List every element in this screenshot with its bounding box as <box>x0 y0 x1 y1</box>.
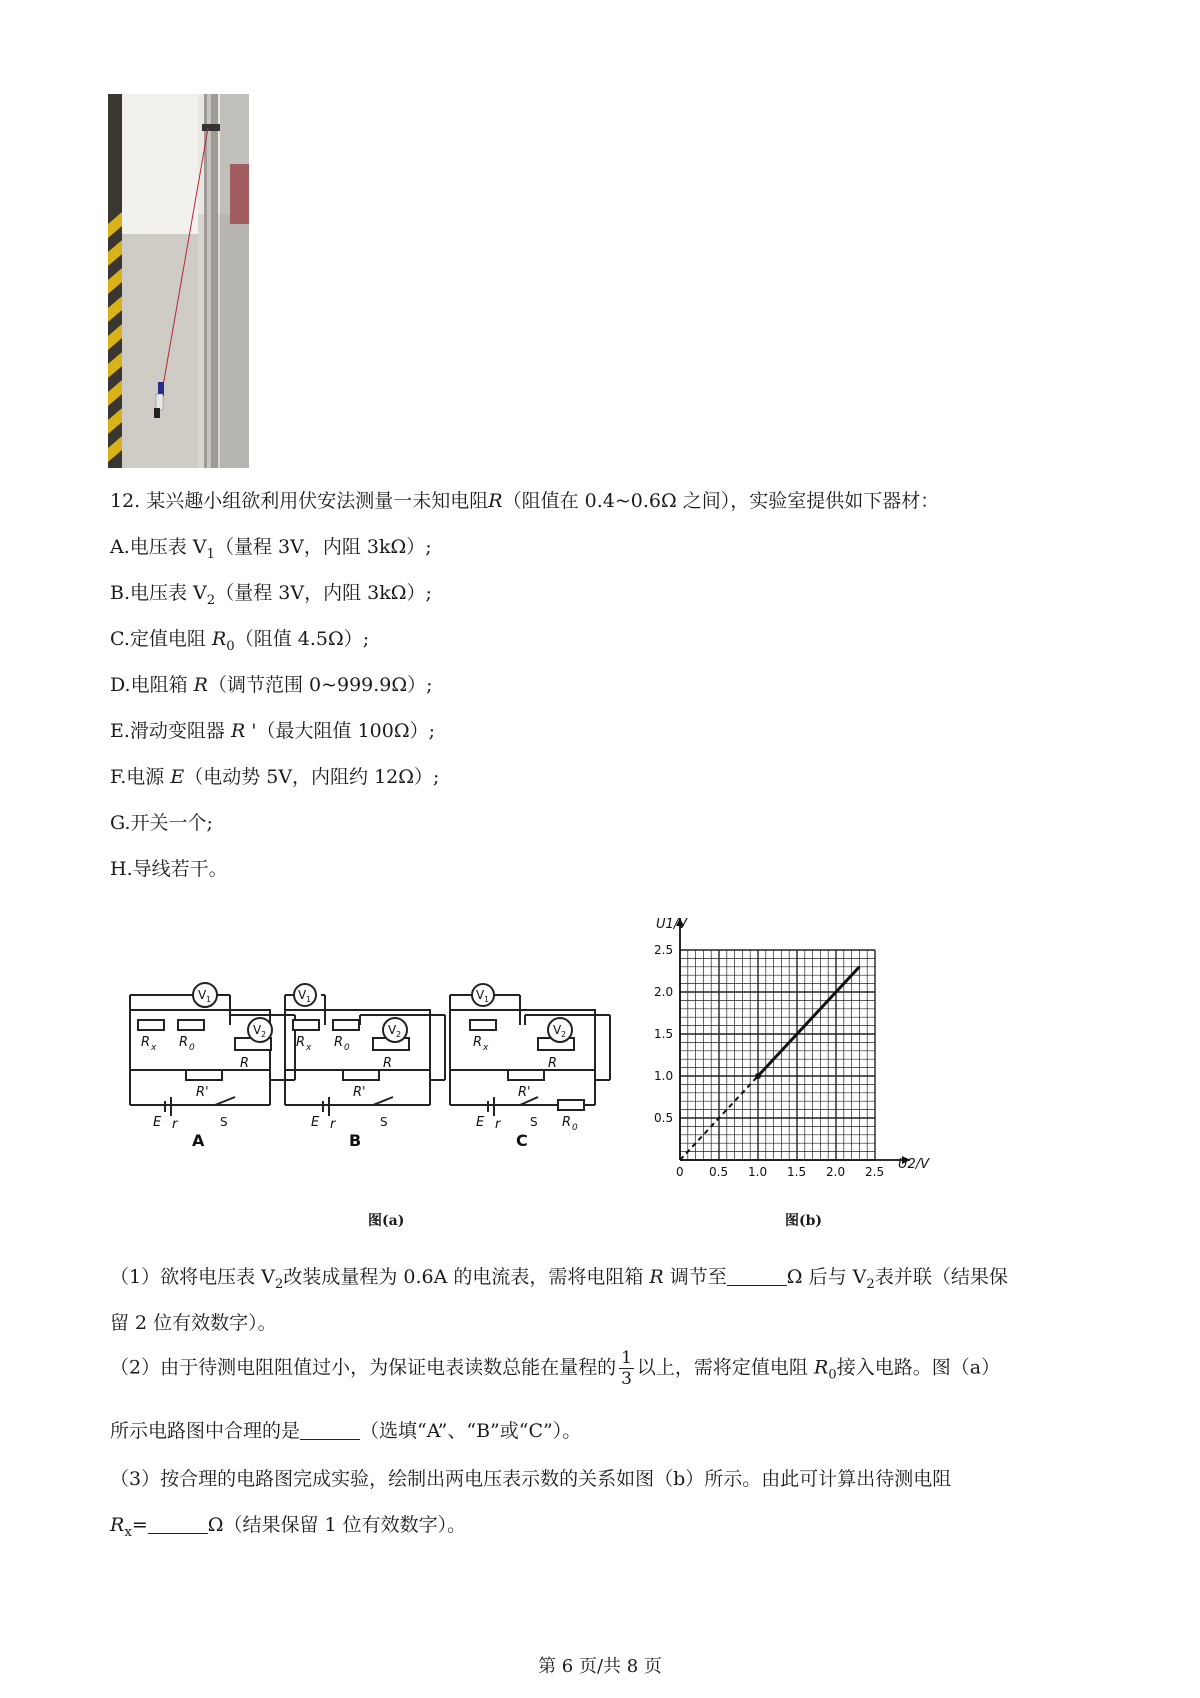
svg-text:1: 1 <box>306 995 312 1004</box>
list-item: B.电压表 $V_2$（量程 3V，内阻 3kΩ）; <box>110 582 432 608</box>
svg-text:R: R <box>562 1115 572 1130</box>
data-point <box>755 1073 761 1079</box>
svg-text:S: S <box>220 1115 228 1129</box>
x-tick-label: 1.0 <box>748 1165 768 1179</box>
svg-text:S: S <box>380 1115 388 1129</box>
part-2-line-2: 所示电路图中合理的是 （选填“A”、“B”或“C”）。 <box>110 1420 582 1442</box>
svg-text:0: 0 <box>344 1043 350 1053</box>
x-tick-label: 0 <box>676 1165 684 1179</box>
x-tick-label: 2.0 <box>826 1165 846 1179</box>
svg-text:0: 0 <box>572 1123 578 1133</box>
y-tick-label: 2.5 <box>654 943 674 957</box>
x-tick-label: 2.5 <box>865 1165 885 1179</box>
list-item: C.定值电阻 $R_0$（阻值 4.5Ω）; <box>110 628 370 654</box>
y-tick-label: 1.5 <box>654 1027 674 1041</box>
experiment-photo <box>108 94 249 468</box>
svg-text:2: 2 <box>261 1030 267 1039</box>
svg-text:S: S <box>530 1115 538 1129</box>
part-3-line-1: （3）按合理的电路图完成实验，绘制出两电压表示数的关系如图（b）所示。由此可计算出待测电阻 <box>110 1468 952 1490</box>
svg-text:1: 1 <box>206 995 212 1004</box>
circuit-a-label: A <box>192 1131 205 1150</box>
y-tick-label: 1.0 <box>654 1069 674 1083</box>
svg-text:x: x <box>151 1043 157 1053</box>
svg-text:R: R <box>334 1035 344 1050</box>
svg-text:V: V <box>388 1023 397 1037</box>
list-item: E.滑动变阻器 R '（最大阻值 100Ω）; <box>110 720 435 742</box>
svg-text:R: R <box>141 1035 151 1050</box>
svg-text:V: V <box>253 1023 262 1037</box>
svg-text:2: 2 <box>561 1030 567 1039</box>
svg-text:1: 1 <box>484 995 490 1004</box>
part-3-line-2: $R_x= \Omega$（结果保留 1 位有效数字）。 <box>110 1514 467 1540</box>
svg-text:R: R <box>383 1056 393 1071</box>
svg-text:R: R <box>179 1035 189 1050</box>
figure-a-circuits <box>120 920 640 1154</box>
answer-blank-2[interactable] <box>300 1421 360 1440</box>
fraction: $\frac{1}{3}$ <box>621 1348 632 1389</box>
svg-text:R: R <box>240 1056 250 1071</box>
svg-text:x: x <box>483 1043 489 1053</box>
svg-text:2: 2 <box>396 1030 402 1039</box>
svg-text:E: E <box>311 1115 320 1130</box>
x-axis-label: U2/V <box>898 1157 930 1172</box>
figure-b-graph <box>650 912 950 1186</box>
x-tick-label: 0.5 <box>709 1165 729 1179</box>
svg-text:R': R' <box>196 1085 209 1100</box>
list-item: D.电阻箱 R（调节范围 0~999.9Ω）; <box>110 674 433 696</box>
svg-text:r: r <box>330 1117 336 1132</box>
list-item: A.电压表 $V_1$（量程 3V，内阻 3kΩ）; <box>110 536 432 562</box>
svg-text:R: R <box>473 1035 483 1050</box>
circuit-b-label: B <box>349 1131 362 1150</box>
svg-text:r: r <box>172 1117 178 1132</box>
svg-text:R: R <box>296 1035 306 1050</box>
svg-text:V: V <box>553 1023 562 1037</box>
svg-text:x: x <box>306 1043 312 1053</box>
svg-text:0: 0 <box>189 1043 195 1053</box>
list-item: G.开关一个; <box>110 812 213 834</box>
list-item: F.电源 E（电动势 5V，内阻约 12Ω）; <box>110 766 440 788</box>
figure-b-caption: 图(b) <box>785 1213 823 1229</box>
y-axis-label: U1/V <box>656 917 688 932</box>
part-2-line-1: （2）由于待测电阻阻值过小，为保证电表读数总能在量程的 $\frac{1}{3}$ 以上，需将定值电阻 $R_0$接入电路。图（a） <box>110 1348 1001 1389</box>
y-tick-label: 0.5 <box>654 1111 674 1125</box>
figure-a-caption: 图(a) <box>368 1213 405 1229</box>
svg-text:V: V <box>476 988 485 1002</box>
list-item: H.导线若干。 <box>110 858 228 880</box>
answer-blank-3[interactable] <box>148 1515 208 1534</box>
svg-text:R': R' <box>353 1085 366 1100</box>
circuit-c-label: C <box>516 1131 528 1150</box>
answer-blank-1[interactable] <box>727 1267 787 1286</box>
page-footer: 第 6 页/共 8 页 <box>538 1656 662 1677</box>
part-1-line-2: 留 2 位有效数字）。 <box>110 1312 277 1334</box>
y-tick-label: 2.0 <box>654 985 674 999</box>
series-line <box>758 967 859 1076</box>
part-1-line-1: （1）欲将电压表 $V_2$改装成量程为 0.6A 的电流表，需将电阻箱 R 调节至 Ω 后与 $V_2$表并联（结果保 <box>110 1266 1008 1292</box>
svg-text:E: E <box>476 1115 485 1130</box>
x-tick-label: 1.5 <box>787 1165 807 1179</box>
svg-text:V: V <box>198 988 207 1002</box>
svg-text:R: R <box>548 1056 558 1071</box>
question-intro: 12. 某兴趣小组欲利用伏安法测量一未知电阻R（阻值在 0.4~0.6Ω 之间），实验室提供如下器材： <box>110 490 940 512</box>
svg-text:V: V <box>298 988 307 1002</box>
svg-text:r: r <box>495 1117 501 1132</box>
svg-text:E: E <box>153 1115 162 1130</box>
svg-text:R': R' <box>518 1085 531 1100</box>
